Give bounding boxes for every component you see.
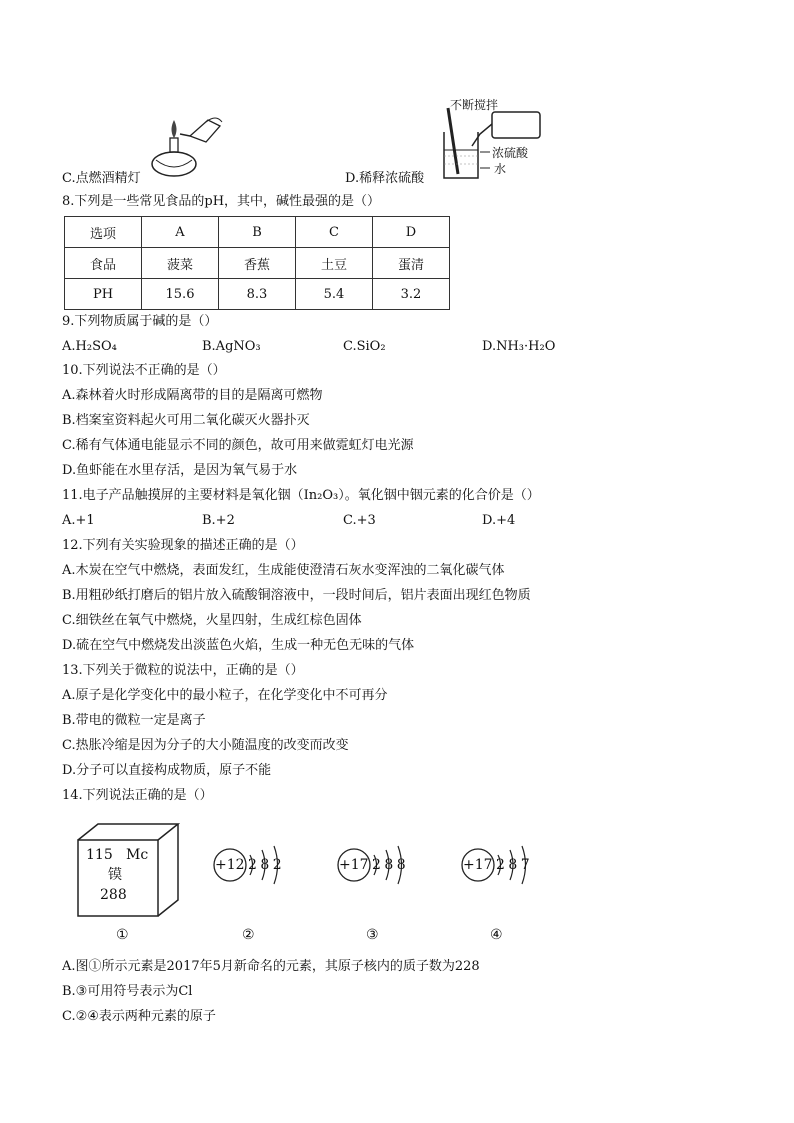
figure-caption: ② — [242, 927, 255, 943]
table-cell: 食品 — [65, 248, 142, 279]
q14-option-a: A.图①所示元素是2017年5月新命名的元素，其原子核内的质子数为228 — [62, 959, 480, 974]
q13-option-d: D.分子可以直接构成物质，原子不能 — [62, 763, 272, 778]
q14-option-b: B.③可用符号表示为Cl — [62, 984, 193, 999]
q13-option-c: C.热胀冷缩是因为分子的大小随温度的改变而改变 — [62, 738, 349, 753]
q12-option-a: A.木炭在空气中燃烧，表面发红，生成能使澄清石灰水变浑浊的二氧化碳气体 — [62, 563, 505, 578]
q13-option-a: A.原子是化学变化中的最小粒子，在化学变化中不可再分 — [62, 688, 388, 703]
table-cell: D — [373, 217, 450, 248]
table-cell: 8.3 — [219, 279, 296, 310]
q13-stem: 13.下列关于微粒的说法中，正确的是（） — [62, 663, 304, 678]
q14-option-c: C.②④表示两种元素的原子 — [62, 1009, 216, 1024]
alcohol-lamp-figure — [146, 112, 226, 182]
table-cell: B — [219, 217, 296, 248]
option-d: D.NH₃·H₂O — [482, 339, 556, 354]
figure-caption: ① — [116, 927, 129, 943]
element-mass: 288 — [100, 887, 127, 903]
q10-option-c: C.稀有气体通电能显示不同的颜色，故可用来做霓虹灯电光源 — [62, 438, 414, 453]
option-c: C.SiO₂ — [343, 339, 386, 354]
nucleus-charge: +17 — [463, 857, 493, 873]
table-row — [65, 248, 450, 279]
nucleus-charge: +12 — [215, 857, 245, 873]
table-row — [65, 217, 450, 248]
acid-label: 浓硫酸 — [492, 146, 529, 160]
q10-stem: 10.下列说法不正确的是（） — [62, 363, 226, 378]
electron-shells: 2 8 8 — [372, 857, 406, 873]
option-a: A.H₂SO₄ — [62, 339, 117, 354]
q12-option-c: C.细铁丝在氧气中燃烧，火星四射，生成红棕色固体 — [62, 613, 362, 628]
q9-options — [62, 338, 562, 356]
q11-options — [62, 512, 562, 530]
table-cell: C — [296, 217, 373, 248]
atom-diagram — [210, 840, 290, 890]
q7-option-c: C.点燃酒精灯 — [62, 171, 141, 186]
table-cell: PH — [65, 279, 142, 310]
water-label: 水 — [494, 162, 507, 176]
q12-option-b: B.用粗砂纸打磨后的铝片放入硫酸铜溶液中，一段时间后，铝片表面出现红色物质 — [62, 588, 531, 603]
table-cell: 选项 — [65, 217, 142, 248]
element-number: 115 — [86, 847, 113, 863]
atom-diagram — [334, 840, 414, 890]
element-name: 镆 — [108, 867, 122, 883]
atom-diagram — [458, 840, 538, 890]
q10-option-b: B.档案室资料起火可用二氧化碳灭火器扑灭 — [62, 413, 310, 428]
electron-shells: 2 8 2 — [248, 857, 282, 873]
option-b: B.AgNO₃ — [202, 339, 261, 354]
option-d: D.+4 — [482, 513, 516, 528]
stir-label: 不断搅拌 — [450, 98, 499, 112]
figure-caption: ③ — [366, 927, 379, 943]
element-symbol: Mc — [126, 847, 149, 863]
table-cell: 3.2 — [373, 279, 450, 310]
q12-option-d: D.硫在空气中燃烧发出淡蓝色火焰，生成一种无色无味的气体 — [62, 638, 415, 653]
figure-caption: ④ — [490, 927, 503, 943]
q10-option-d: D.鱼虾能在水里存活，是因为氧气易于水 — [62, 463, 298, 478]
table-cell: 5.4 — [296, 279, 373, 310]
q8-stem: 8.下列是一些常见食品的pH，其中，碱性最强的是（） — [62, 194, 381, 209]
option-b: B.+2 — [202, 513, 235, 528]
table-row — [65, 279, 450, 310]
table-cell: A — [142, 217, 219, 248]
dilute-acid-figure — [436, 94, 552, 184]
electron-shells: 2 8 7 — [496, 857, 530, 873]
table-cell: 菠菜 — [142, 248, 219, 279]
option-a: A.+1 — [62, 513, 95, 528]
q14-stem: 14.下列说法正确的是（） — [62, 788, 213, 803]
table-cell: 15.6 — [142, 279, 219, 310]
atomic-structure-figure — [66, 822, 536, 948]
q9-stem: 9.下列物质属于碱的是（） — [62, 314, 218, 329]
q11-stem: 11.电子产品触摸屏的主要材料是氧化铟（In₂O₃）。氧化铟中铟元素的化合价是（） — [62, 488, 540, 503]
ph-table — [64, 216, 450, 310]
q13-option-b: B.带电的微粒一定是离子 — [62, 713, 206, 728]
q10-option-a: A.森林着火时形成隔离带的目的是隔离可燃物 — [62, 388, 323, 403]
q7-option-d: D.稀释浓硫酸 — [345, 171, 425, 186]
table-cell: 土豆 — [296, 248, 373, 279]
option-c: C.+3 — [343, 513, 376, 528]
table-cell: 香蕉 — [219, 248, 296, 279]
table-cell: 蛋清 — [373, 248, 450, 279]
q12-stem: 12.下列有关实验现象的描述正确的是（） — [62, 538, 304, 553]
nucleus-charge: +17 — [339, 857, 369, 873]
element-card — [76, 832, 158, 912]
